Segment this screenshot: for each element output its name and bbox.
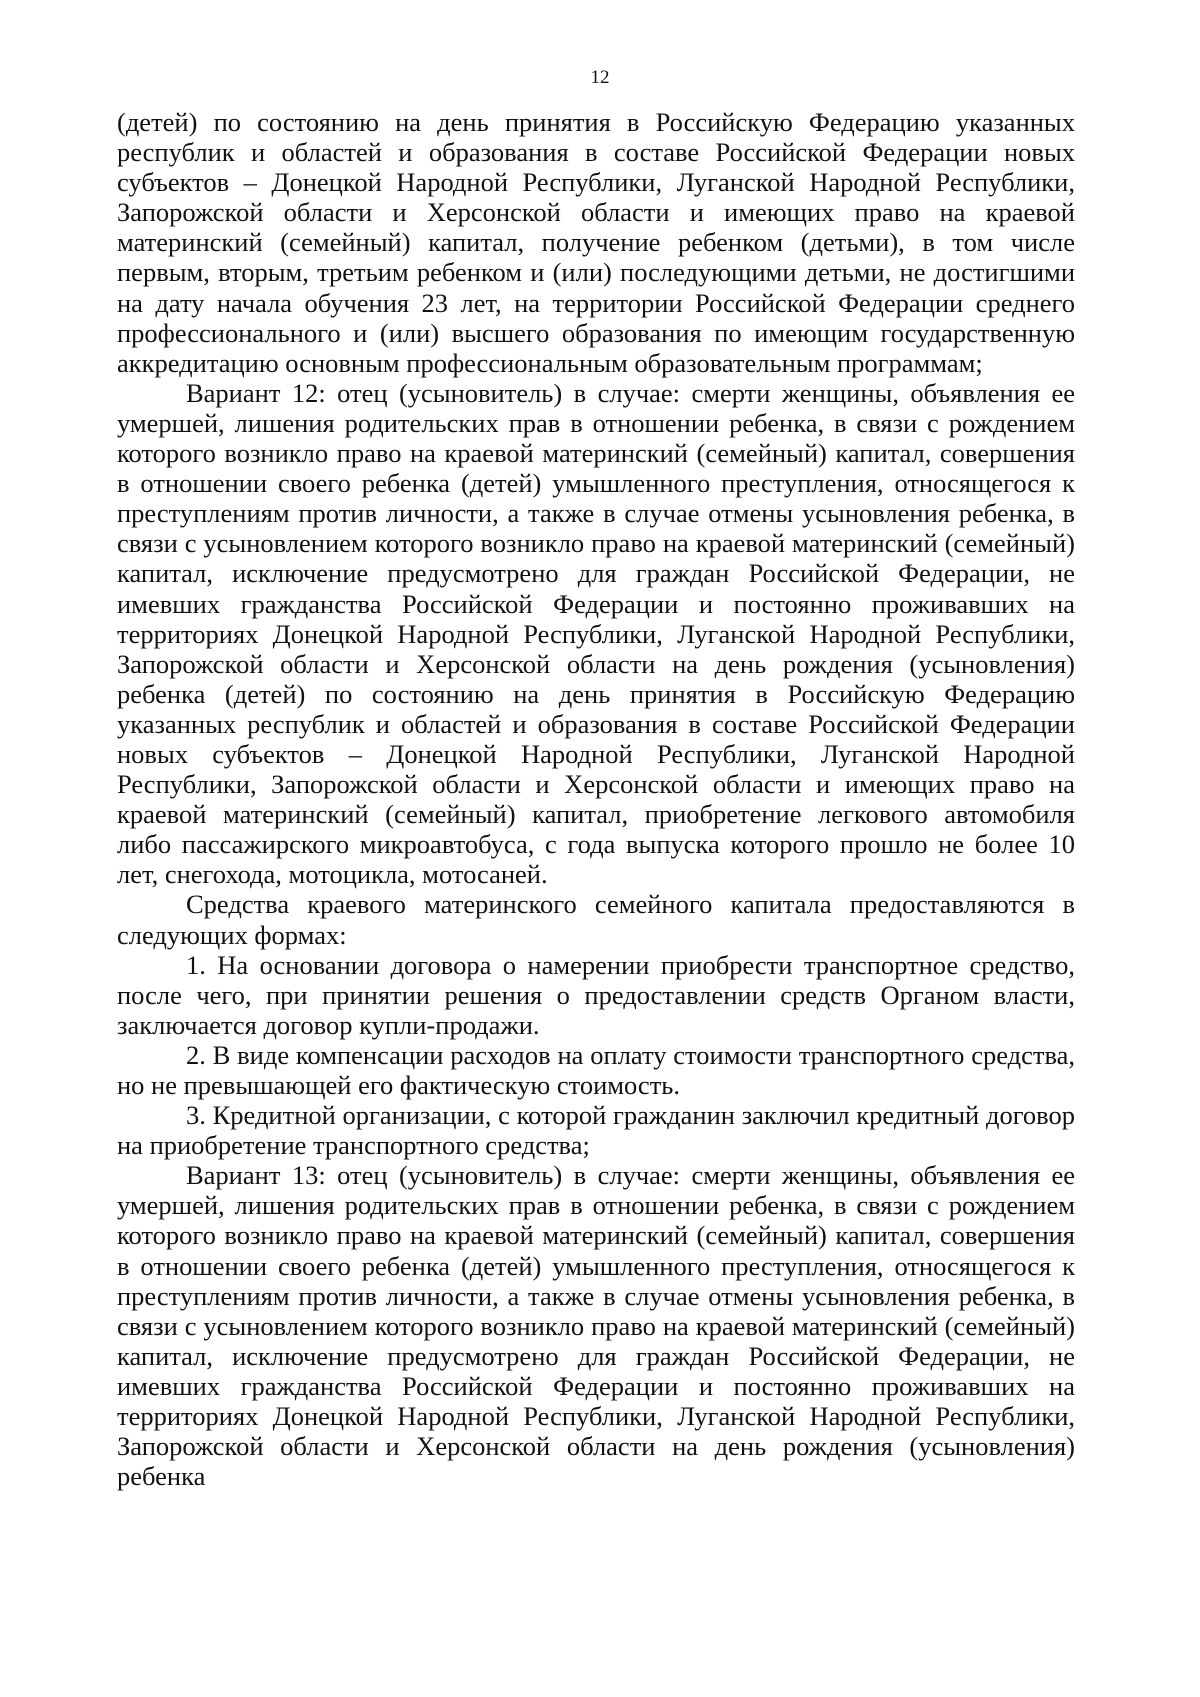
paragraph-form-1: 1. На основании договора о намерении приобрести транспортное средство, после чего, при принятии решения о предоставлении средств Органом власти, заключается договор купли-продажи. [117,949,1075,1040]
paragraph-forms-intro: Средства краевого материнского семейного капитала предоставляются в следующих формах: [117,889,1075,950]
page-number: 12 [590,67,610,88]
paragraph-form-2: 2. В виде компенсации расходов на оплату стоимости транспортного средства, но не превышающей его фактическую стоимость. [117,1039,1075,1100]
paragraph-variant-12: Вариант 12: отец (усыновитель) в случае: смерти женщины, объявления ее умершей, лишения родительских прав в отношении ребенка, в связи с рождением которого возникло право на краевой материнский (семейный) капитал, совершения в отношении своего ребенка (детей) умышленного преступления, относящегося к преступлениям против личности, а также в случае отмены усыновления ребенка, в связи с усыновлением которого возникло право на краевой материнский (семейный) капитал, исключение предусмотрено для граждан Российской Федерации, не имевших гражданства Российской Федерации и постоянно проживавших на территориях Донецкой Народной Республики, Луганской Народной Республики, Запорожской области и Херсонской области на день рождения (усыновления) ребенка (детей) по состоянию на день принятия в Российскую Федерацию указанных республик и областей и образования в составе Российской Федерации новых субъектов – Донецкой Народной Республики, Луганской Народной Республики, Запорожской области и Херсонской области и имеющих право на краевой материнский (семейный) капитал, приобретение легкового автомобиля либо пассажирского микроавтобуса, с года выпуска которого прошло не более 10 лет, снегохода, мотоцикла, мотосаней. [117,377,1075,890]
paragraph-variant-13: Вариант 13: отец (усыновитель) в случае: смерти женщины, объявления ее умершей, лишения родительских прав в отношении ребенка, в связи с рождением которого возникло право на краевой материнский (семейный) капитал, совершения в отношении своего ребенка (детей) умышленного преступления, относящегося к преступлениям против личности, а также в случае отмены усыновления ребенка, в связи с усыновлением которого возникло право на краевой материнский (семейный) капитал, исключение предусмотрено для граждан Российской Федерации, не имевших гражданства Российской Федерации и постоянно проживавших на территориях Донецкой Народной Республики, Луганской Народной Республики, Запорожской области и Херсонской области на день рождения (усыновления) ребенка [117,1160,1075,1492]
paragraph-continuation: (детей) по состоянию на день принятия в Российскую Федерацию указанных республик и областей и образования в составе Российской Федерации новых субъектов – Донецкой Народной Республики, Луганской Народной Республики, Запорожской области и Херсонской области и имеющих право на краевой материнский (семейный) капитал, получение ребенком (детьми), в том числе первым, вторым, третьим ребенком и (или) последующими детьми, не достигшими на дату начала обучения 23 лет, на территории Российской Федерации среднего профессионального и (или) высшего образования по имеющим государственную аккредитацию основным профессиональным образовательным программам; [117,107,1075,378]
paragraph-form-3: 3. Кредитной организации, с которой гражданин заключил кредитный договор на приобретение транспортного средства; [117,1100,1075,1161]
document-body [117,107,1075,1491]
